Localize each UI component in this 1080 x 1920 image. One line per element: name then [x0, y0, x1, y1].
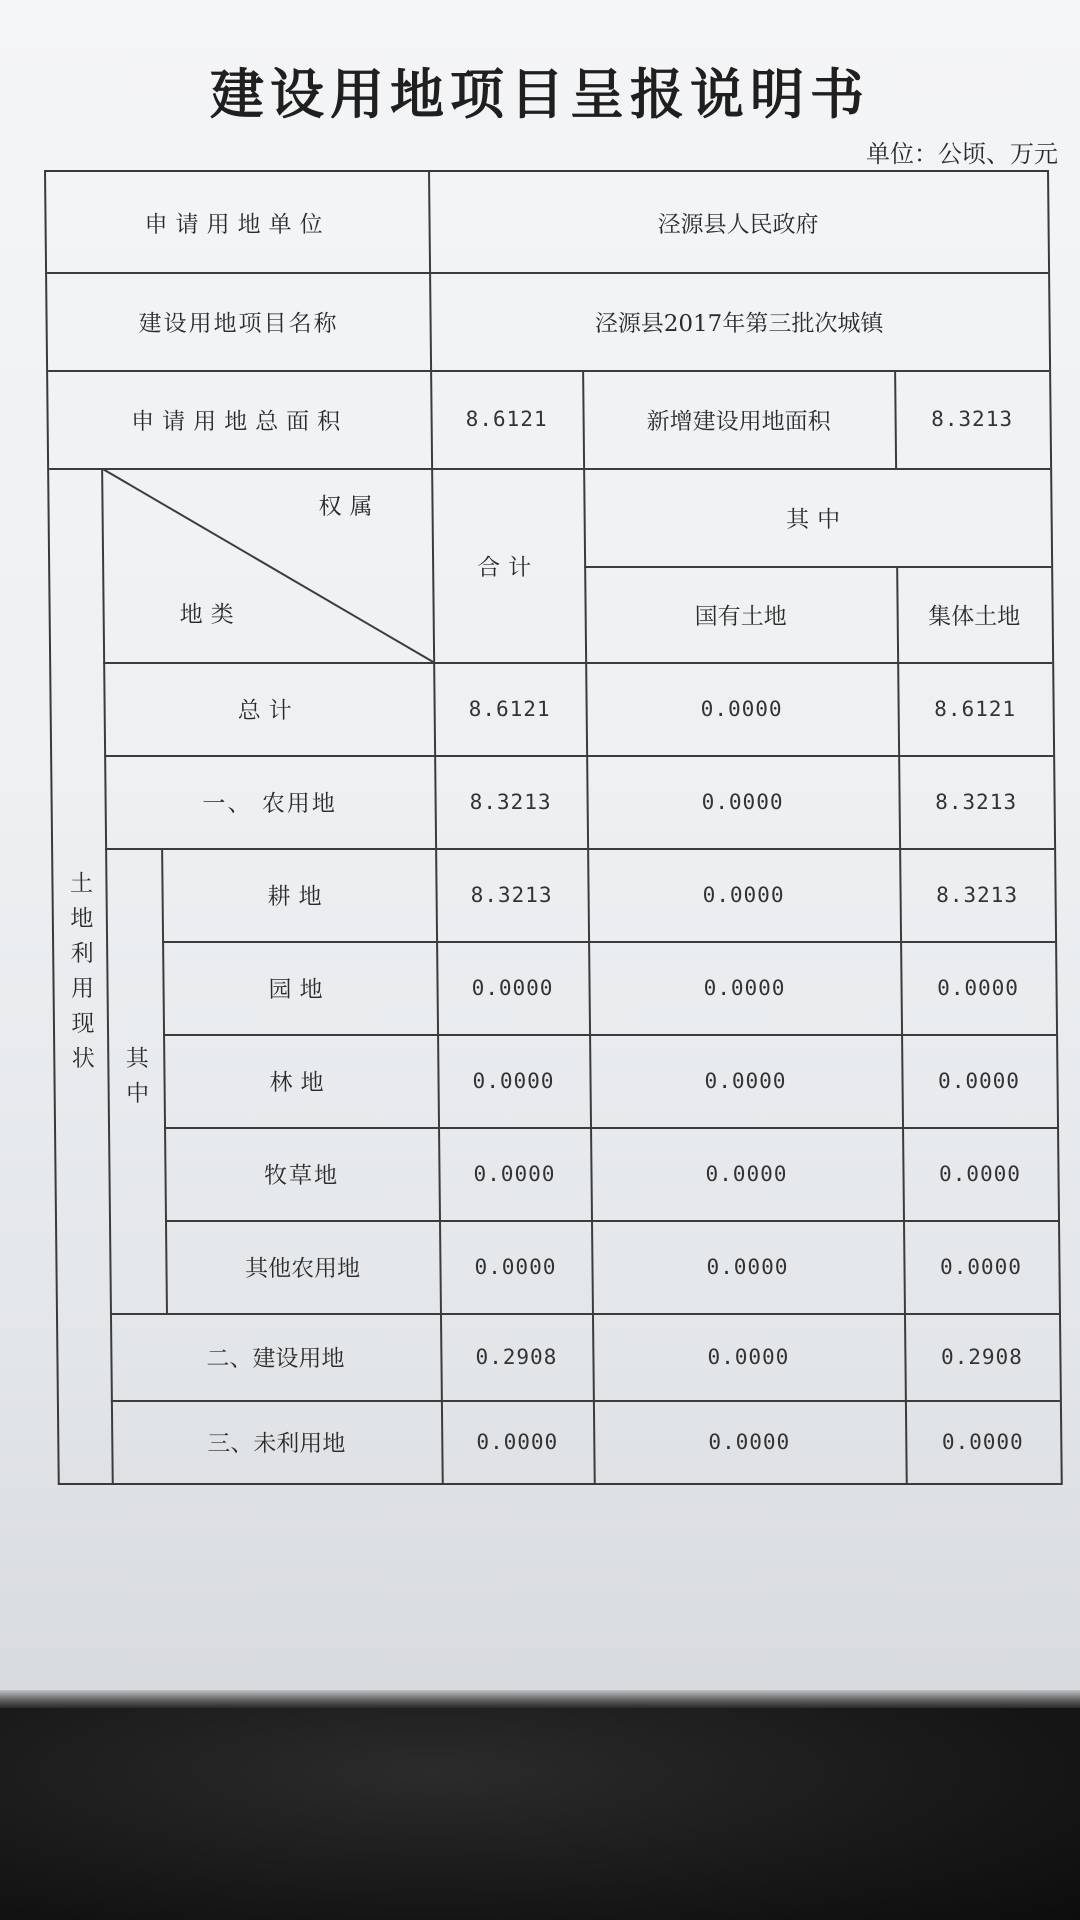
cell-collective: 8.3213 [936, 882, 1019, 907]
cell-state: 0.0000 [708, 1429, 791, 1454]
project-value: 泾源县2017年第三批次城镇 [594, 310, 884, 337]
unit-note: 单位：公顷、万元 [866, 140, 1058, 168]
cell-collective: 0.0000 [939, 1254, 1023, 1279]
row-label-pasture: 牧草地 [263, 1163, 340, 1189]
new-area-value: 8.3213 [931, 407, 1014, 431]
document-title: 建设用地项目呈报说明书 [210, 62, 870, 126]
cell-state: 0.0000 [700, 696, 783, 721]
diag-bottom-label: 地类 [179, 601, 242, 628]
cell-total: 0.0000 [474, 1254, 557, 1279]
total-area-value: 8.6121 [465, 407, 548, 431]
cell-collective: 0.0000 [938, 1161, 1022, 1186]
row-label-forest: 林地 [269, 1070, 332, 1096]
col-header-collective: 集体土地 [928, 603, 1021, 630]
section-label-land-use: 土地利用现状 [65, 870, 95, 1081]
cell-total: 0.2908 [475, 1344, 558, 1369]
cell-state: 0.0000 [704, 1068, 787, 1093]
cell-total: 8.3213 [470, 882, 553, 907]
cell-collective: 0.0000 [936, 975, 1020, 1000]
cell-state: 0.0000 [703, 975, 786, 1000]
new-area-label: 新增建设用地面积 [646, 408, 831, 435]
cell-state: 0.0000 [702, 882, 785, 907]
col-header-group: 其中 [786, 506, 849, 533]
cell-collective: 0.2908 [940, 1344, 1023, 1369]
dark-background [0, 1708, 1080, 1920]
cell-collective: 8.6121 [934, 696, 1017, 721]
cell-state: 0.0000 [705, 1161, 788, 1186]
row-label-unused: 三、未利用地 [207, 1431, 346, 1457]
cell-total: 0.0000 [471, 975, 554, 1000]
col-header-state: 国有土地 [694, 603, 787, 630]
paper-edge [0, 1690, 1080, 1708]
cell-collective: 0.0000 [941, 1429, 1024, 1454]
cell-total: 0.0000 [476, 1429, 559, 1454]
cell-state: 0.0000 [701, 789, 784, 814]
row-label-cultivated: 耕地 [267, 884, 330, 910]
cell-state: 0.0000 [707, 1344, 790, 1369]
cell-state: 0.0000 [706, 1254, 789, 1279]
row-label-construction: 二、建设用地 [206, 1346, 345, 1372]
applicant-value: 泾源县人民政府 [657, 211, 819, 238]
cell-collective: 0.0000 [937, 1068, 1021, 1093]
applicant-label: 申请用地单位 [144, 211, 331, 238]
project-label: 建设用地项目名称 [138, 310, 339, 337]
row-label-total: 总计 [237, 698, 300, 724]
sub-group-label: 其中 [121, 1045, 149, 1116]
row-label-other-agricultural: 其他农用地 [244, 1256, 361, 1282]
cell-total: 0.0000 [473, 1161, 556, 1186]
total-area-label: 申请用地总面积 [130, 408, 349, 435]
diag-top-label: 权属 [318, 493, 381, 520]
col-header-total: 合计 [477, 554, 540, 581]
cell-collective: 8.3213 [935, 789, 1018, 814]
row-label-garden: 园地 [268, 977, 331, 1003]
cell-total: 8.6121 [468, 696, 551, 721]
row-label-agricultural: 一、 农用地 [202, 791, 337, 817]
land-use-form [44, 170, 1063, 1485]
cell-total: 8.3213 [469, 789, 552, 814]
cell-total: 0.0000 [472, 1068, 555, 1093]
